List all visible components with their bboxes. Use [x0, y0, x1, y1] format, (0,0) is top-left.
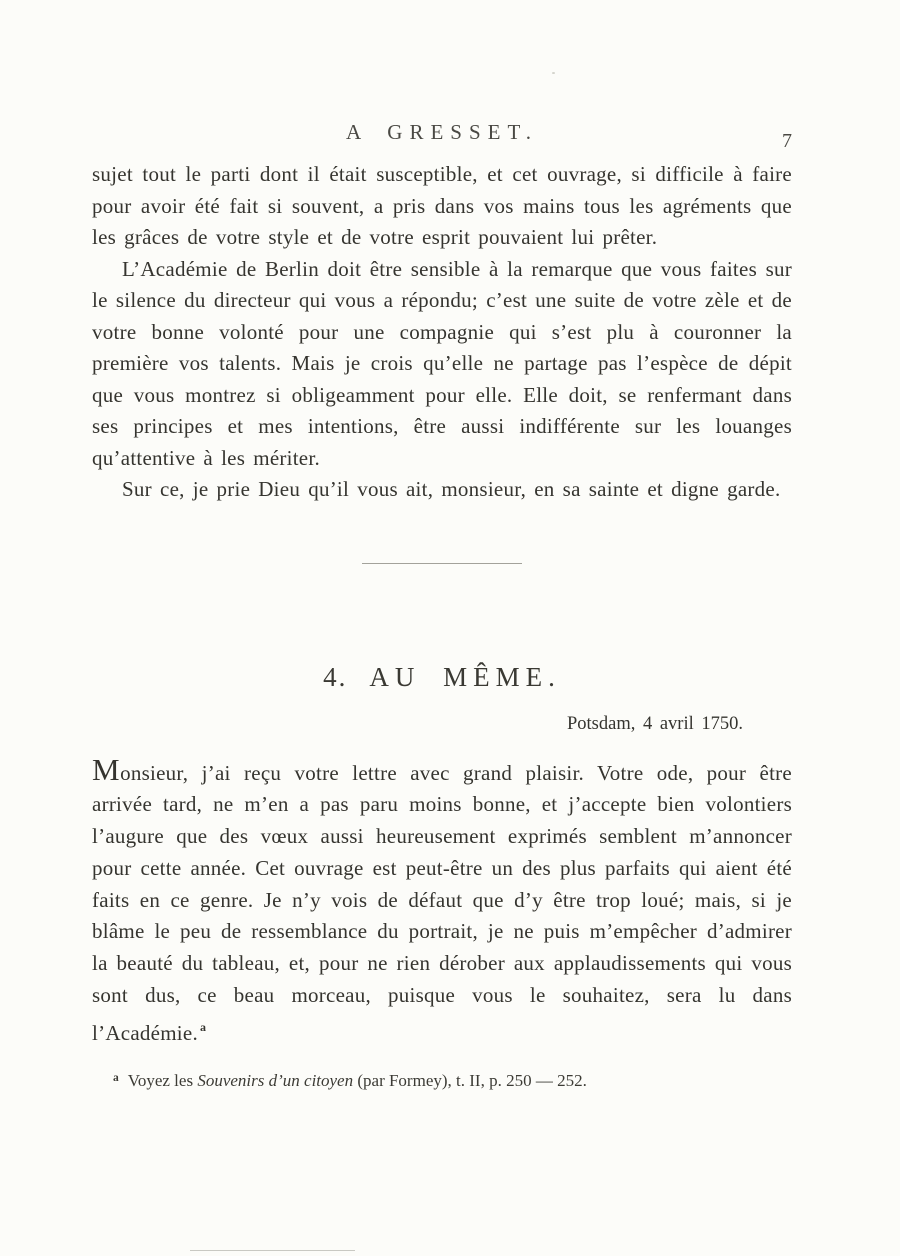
running-head-title: A GRESSET.	[346, 120, 538, 144]
text-block	[0, 120, 900, 1091]
scan-edge-artifact	[190, 1250, 355, 1251]
letter-body	[92, 751, 792, 1050]
footnote-text-start: Voyez les	[127, 1070, 198, 1090]
paragraph-academie: L’Académie de Berlin doit être sensible à la remarque que vous faites sur le silence du directeur qui vous a répondu; c’est une suite de votre zèle et de votre bonne volonté pour une compagnie qui s’est plu à couronner la première vos talents. Mais je crois qu’elle ne partage pas l’espèce de dépit que vous montrez si obligeamment pour elle. Elle doit, se renfermant dans ses principes et mes intentions, être aussi indifférente sur les louanges qu’attentive à les mériter.	[92, 256, 792, 470]
letter-text: onsieur, j’ai reçu votre lettre avec grand plaisir. Votre ode, pour être arrivée tard, ne m’en a pas paru moins bonne, et j’accepte bien volontiers l’augure que des vœux aussi heureusement exprimés semblent m’annoncer pour cette année. Cet ouvrage est peut-être un des plus parfaits qui aient été faits en ce genre. Je n’y vois de défaut que d’y être trop loué; mais, si je blâme le peu de ressemblance du portrait, je ne puis m’empêcher d’admirer la beauté du tableau, et, pour ne rien dérober aux applaudissements qui vous sont dus, ce beau morceau, puisque vous le souhaitez, sera lu dans l’Académie.	[92, 760, 792, 1045]
paragraph-closing: Sur ce, je prie Dieu qu’il vous ait, monsieur, en sa sainte et digne garde.	[122, 477, 781, 501]
page-number: 7	[782, 130, 792, 152]
letter-number: 4.	[323, 661, 348, 692]
paragraph-continuation: sujet tout le parti dont il était susceptible, et cet ouvrage, si difficile à faire pour avoir été fait si souvent, a pris dans vos mains tous les agréments que les grâces de votre style et de votre esprit pouvaient lui prêter.	[92, 162, 792, 249]
running-head	[92, 120, 792, 150]
letter-title: AU MÊME.	[369, 661, 561, 692]
footnote	[92, 1071, 792, 1091]
scan-speck	[552, 72, 555, 74]
footnote-reference-mark: a	[199, 1019, 206, 1034]
footnote-marker: a	[113, 1071, 119, 1084]
footnote-text-end: (par Formey), t. II, p. 250 — 252.	[353, 1070, 587, 1090]
initial-capital: M	[92, 751, 121, 787]
footnote-work-title: Souvenirs d’un citoyen	[197, 1070, 354, 1090]
letter-heading	[92, 662, 792, 693]
section-divider-rule	[362, 563, 522, 564]
dateline: Potsdam, 4 avril 1750.	[566, 713, 743, 734]
